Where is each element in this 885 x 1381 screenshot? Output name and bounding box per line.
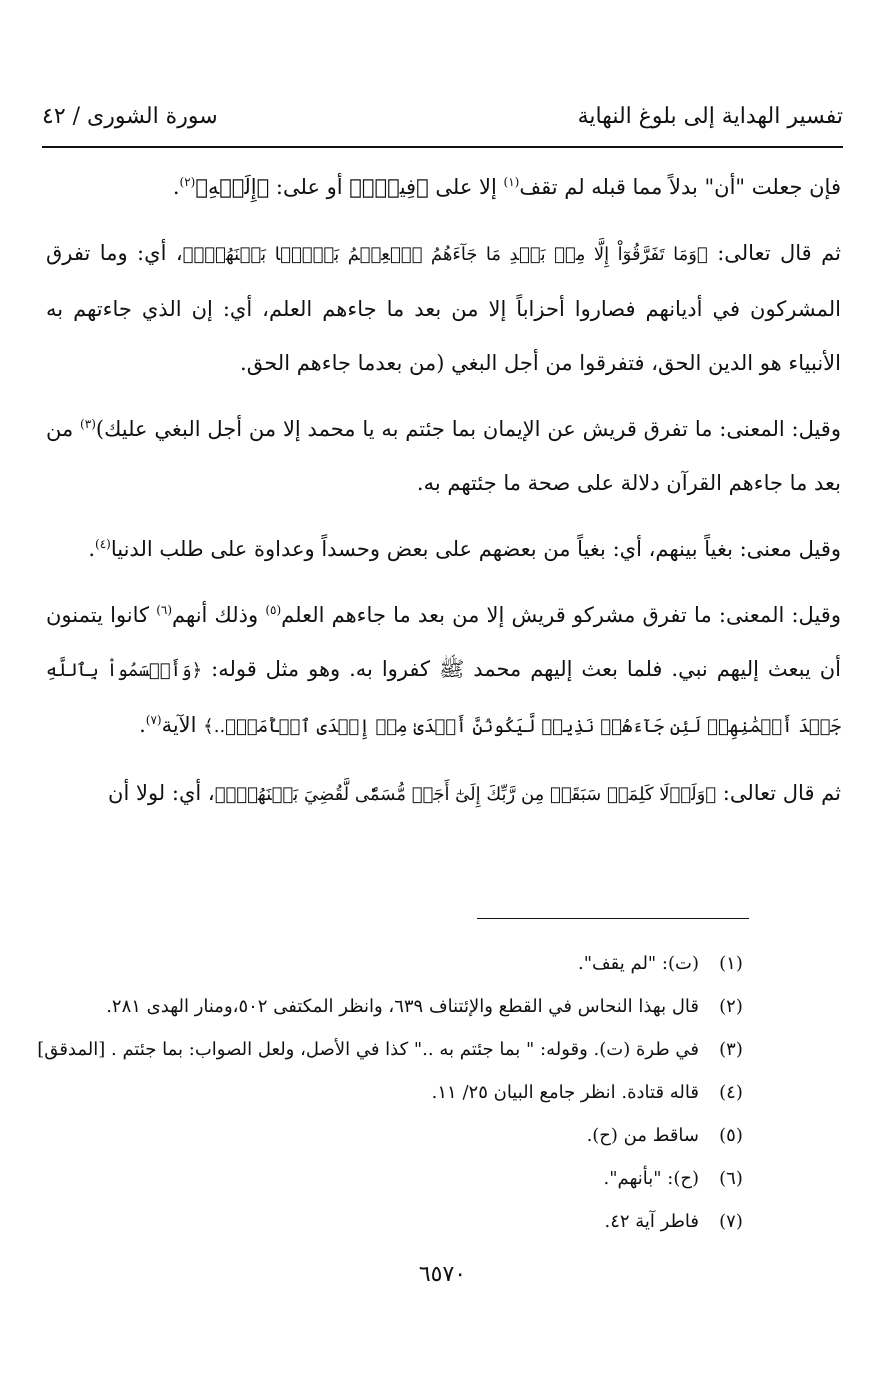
text-run: إلا على ﴿فِيهِۚ﴾ أو على: ﴿إِلَيۡهِ﴾ — [195, 175, 504, 199]
text-run: وقيل: المعنى: ما تفرق قريش عن الإيمان بما جئتم به يا محمد إلا من أجل البغي عليك) — [95, 417, 841, 441]
text-run: . — [139, 713, 146, 737]
footnote-ref-2: (٢) — [179, 175, 196, 189]
footnote-item — [40, 1200, 753, 1243]
footnote-text: ساقط من (ح). — [586, 1125, 699, 1146]
header-rule — [42, 146, 843, 148]
footnote-item — [37, 1028, 753, 1071]
main-text — [46, 160, 841, 834]
footnote-text: فاطر آية ٤٢. — [604, 1211, 699, 1232]
footnote-ref-7: (٧) — [145, 713, 162, 727]
running-header — [42, 96, 843, 136]
footnote-item — [40, 942, 753, 985]
footnote-text: (ت): "لم يقف". — [578, 953, 699, 974]
text-run: ، أي: وما تفرق المشركون في أديانهم فصاروا أحزاباً إلا من بعد ما جاءهم العلم، أي: إن الذي جاءتهم به الأنبياء هو الدين الحق، فتفرقوا من أجل البغي (من بعدما جاءهم الحق. — [46, 241, 841, 375]
footnote-ref-4: (٤) — [95, 537, 111, 551]
paragraph-3 — [46, 402, 841, 510]
quran-verse: ﴿وَلَوۡلَا كَلِمَةٞ سَبَقَتۡ مِن رَّبِّكَ إِلَىٰٓ أَجَلٖ مُّسَمّٗى لَّقُضِيَ بَيۡنَهُمۡۚ﴾ — [214, 784, 717, 805]
footnote-item — [40, 985, 753, 1028]
footnote-number: (٦) — [719, 1168, 743, 1189]
paragraph-1 — [46, 160, 841, 214]
text-run: فإن جعلت "أن" بدلاً مما قبله لم تقف — [519, 175, 841, 199]
footnote-ref-6: (٦) — [156, 603, 173, 617]
text-run: وذلك أنهم — [172, 603, 266, 627]
text-run: . — [172, 175, 180, 199]
footnote-item — [40, 1114, 753, 1157]
quran-verse: ﴿وَأَقۡسَمُواْ بِٱللَّهِ جَهۡدَ أَيۡمَٰنِهِمۡ لَئِن جَآءَهُمۡ نَذِيرٞ لَّيَكُونُنَّ أَهۡدَىٰ مِنۡ إِحۡدَى ٱلۡأُمَمِۖ..﴾ — [46, 660, 841, 737]
footnote-ref-5: (٥) — [265, 603, 282, 617]
footnote-ref-1: (١) — [503, 175, 520, 189]
text-run: كانوا يتمنون أن يبعث إليهم نبي. فلما بعث إليهم محمد ﷺ كفروا به. وهو مثل قوله: — [46, 603, 842, 681]
paragraph-5 — [46, 588, 841, 754]
footnote-ref-3: (٣) — [80, 417, 96, 431]
surah-reference: سورة الشورى / ٤٢ — [42, 103, 218, 129]
text-run: وقيل معنى: بغياً بينهم، أي: بغياً من بعضهم على بعض وحسداً وعداوة على طلب الدنيا — [110, 537, 841, 561]
footnote-number: (٣) — [719, 1039, 743, 1060]
text-run: من بعد ما جاءهم القرآن دلالة على صحة ما جئتهم به. — [46, 417, 841, 495]
footnote-text: في طرة (ت). وقوله: " بما جئتم به .." كذا في الأصل، ولعل الصواب: بما جئتم . [المدقق] — [37, 1039, 699, 1060]
footnote-number: (٤) — [719, 1082, 743, 1103]
footnote-number: (٥) — [719, 1125, 743, 1146]
footnote-number: (٢) — [719, 996, 743, 1017]
paragraph-4 — [46, 522, 841, 576]
paragraph-6 — [46, 766, 841, 822]
text-run: الآية — [161, 713, 204, 737]
footnote-item — [40, 1071, 753, 1114]
page-number: ٦٥٧٠ — [418, 1262, 467, 1287]
quran-verse: ﴿وَمَا تَفَرَّقُوٓاْ إِلَّا مِنۢ بَعۡدِ مَا جَآءَهُمُ ٱلۡعِلۡمُ بَغۡيَۢا بَيۡنَهُمۡۚ﴾ — [182, 244, 708, 265]
footnote-separator — [477, 918, 749, 919]
footnote-number: (١) — [719, 953, 743, 974]
text-run: ، أي: لولا أن — [108, 781, 215, 805]
paragraph-2 — [46, 226, 841, 390]
footnote-text: قاله قتادة. انظر جامع البيان ٢٥/ ١١. — [431, 1082, 699, 1103]
text-run: وقيل: المعنى: ما تفرق مشركو قريش إلا من بعد ما جاءهم العلم — [281, 603, 841, 627]
footnote-text: (ح): "بأنهم". — [603, 1168, 699, 1189]
footnote-number: (٧) — [719, 1211, 743, 1232]
book-title: تفسير الهداية إلى بلوغ النهاية — [577, 103, 843, 129]
footnotes — [37, 942, 753, 1243]
text-run: ثم قال تعالى: — [707, 241, 841, 265]
footnote-item — [40, 1157, 753, 1200]
text-run: ثم قال تعالى: — [716, 781, 841, 805]
text-run: . — [88, 537, 96, 561]
footnote-text: قال بهذا النحاس في القطع والإئتناف ٦٣٩، وانظر المكتفى ٥٠٢،ومنار الهدى ٢٨١. — [106, 996, 699, 1017]
